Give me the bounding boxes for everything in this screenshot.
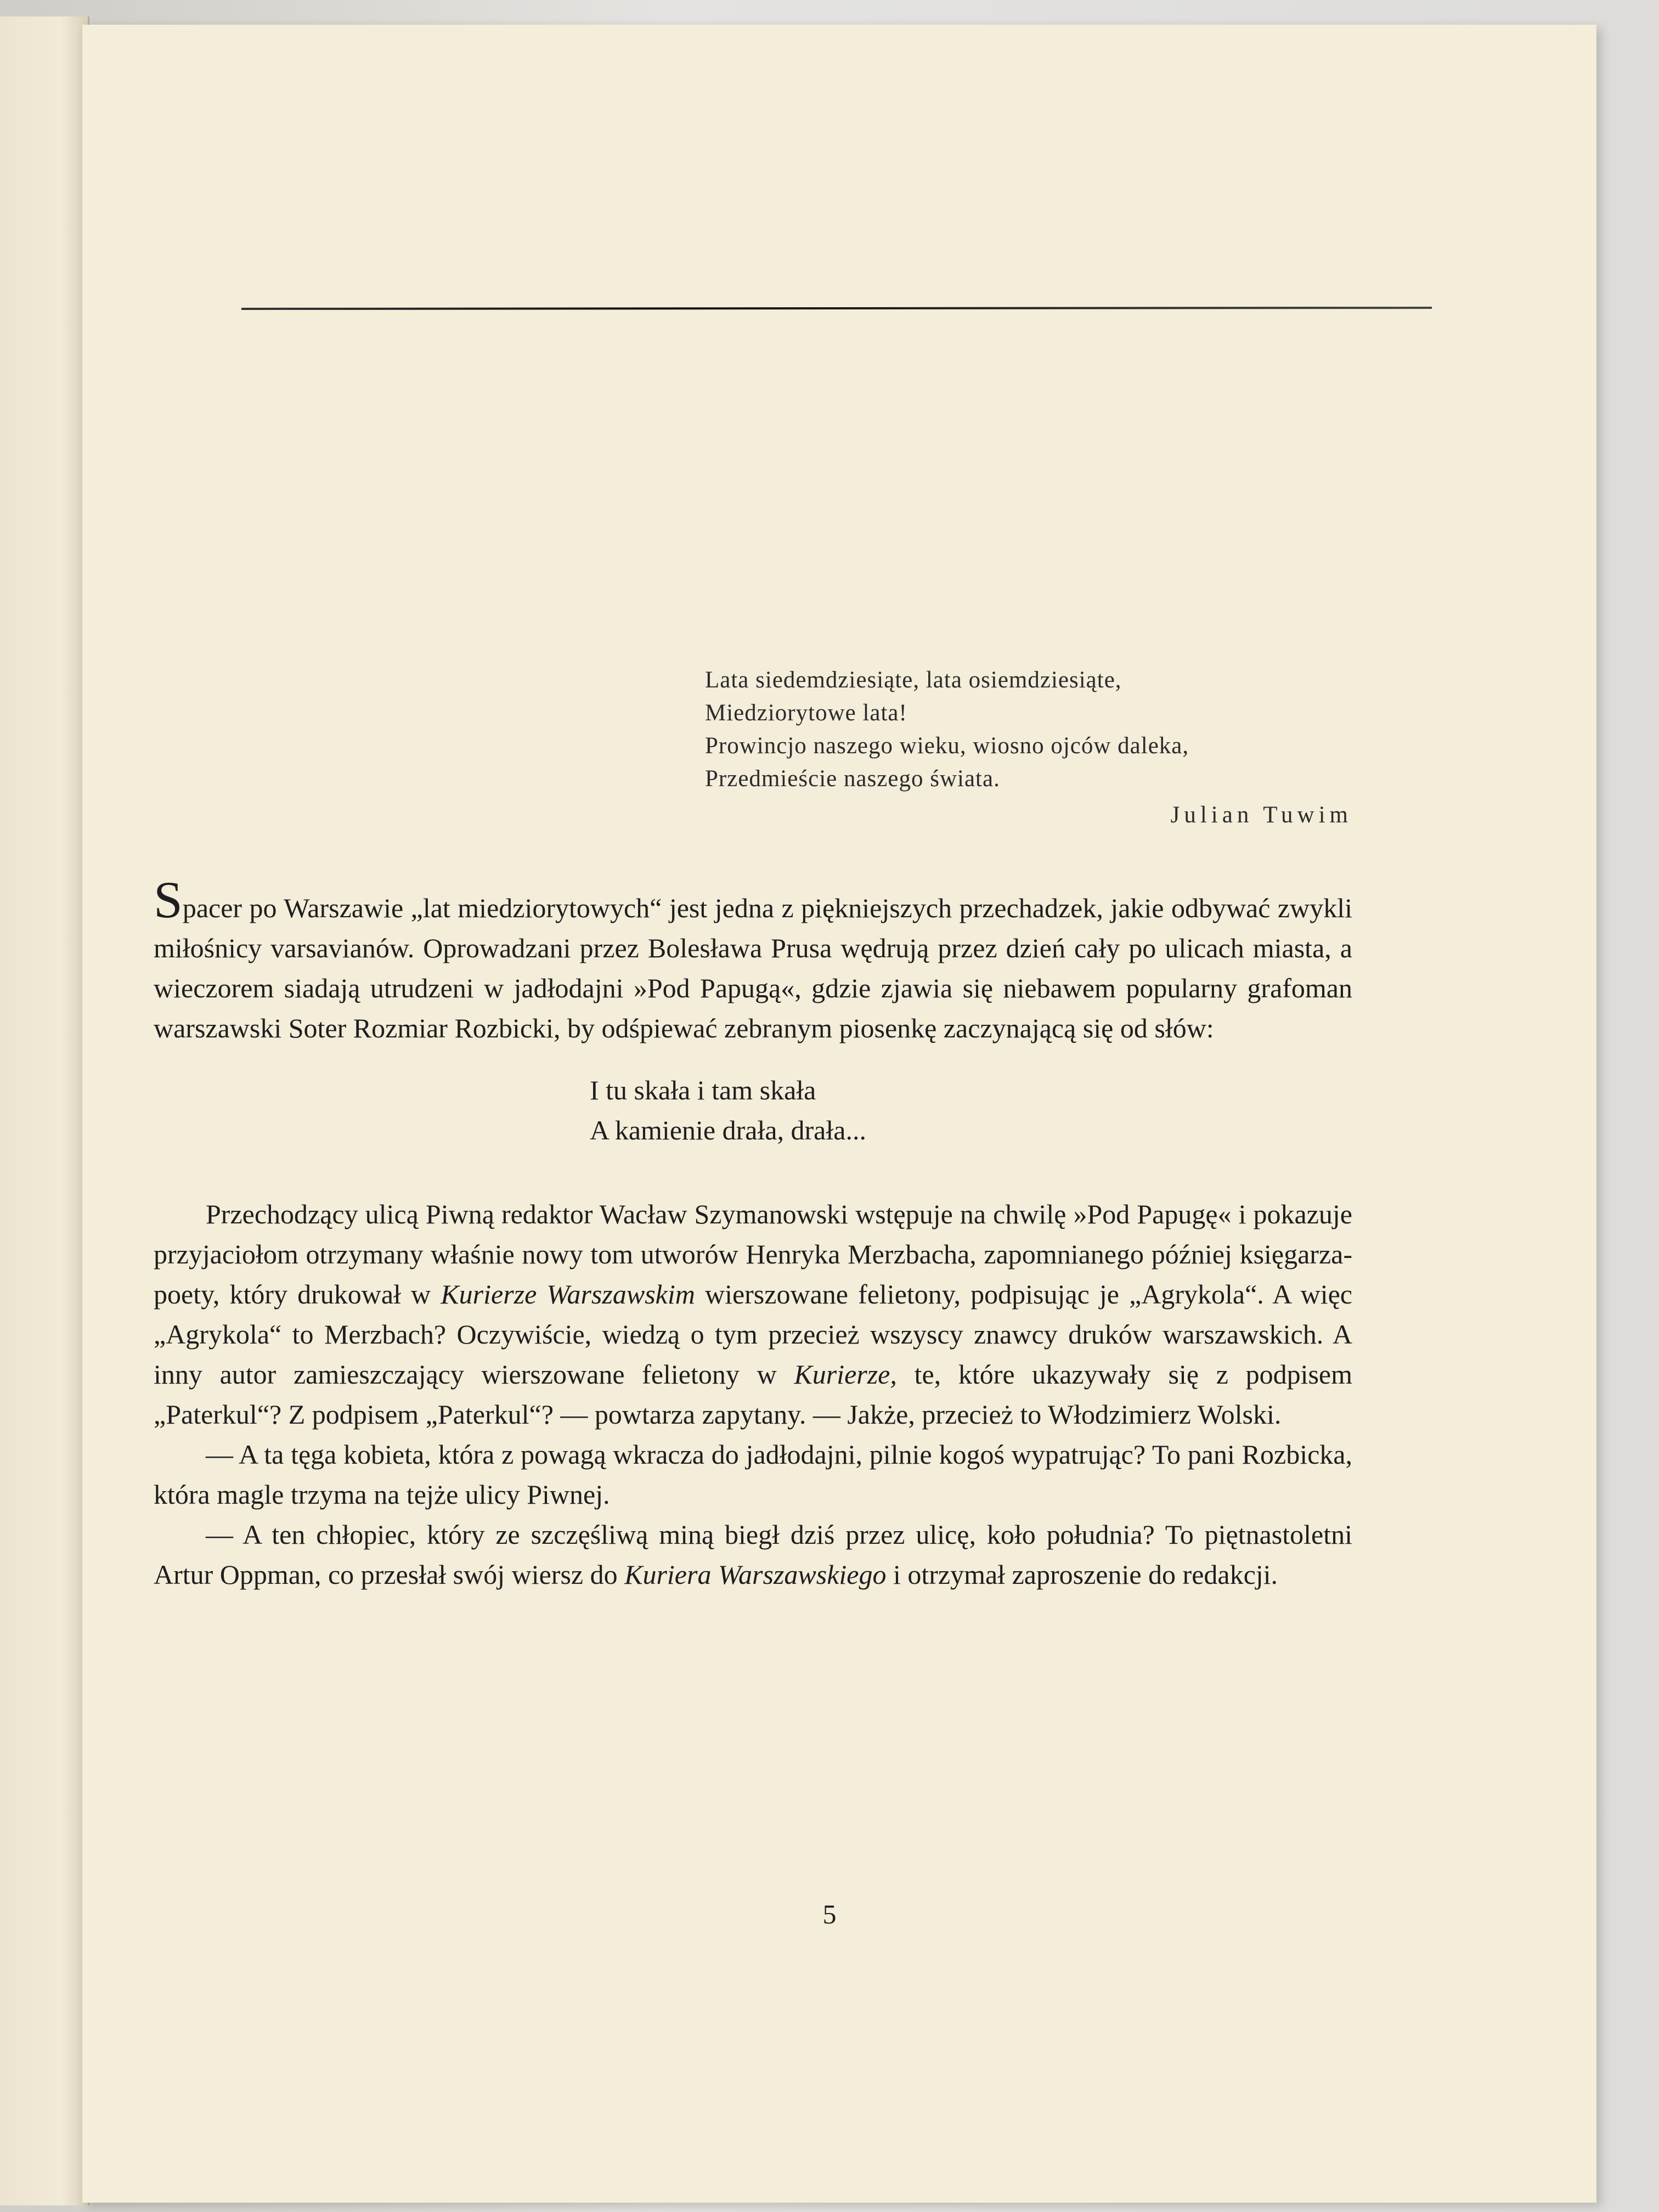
verse-quote (154, 1070, 1352, 1150)
paragraph-4 (154, 1515, 1352, 1595)
epigraph-author: Julian Tuwim (1170, 802, 1352, 828)
verse-line: I tu skała i tam skała (590, 1075, 816, 1105)
body-text (154, 871, 1353, 1595)
italic-title: Kurierze, (794, 1359, 897, 1390)
verse-line: A kamienie drała, drała... (590, 1115, 866, 1146)
paragraph-2-text: wierszowane felietony, podpisując je „Agrykola“. A więc „Agrykola“ to Merzbach? Oczywiście, wiedzą o tym przecież wszyscy znawcy druków warszawskich. A inny autor zamieszczający wierszowane felietony w (154, 1279, 1353, 1390)
italic-title: Kurierze Warszawskim (441, 1279, 695, 1310)
paragraph-2-text: te, które ukazywały się z podpisem „Paterkul“? Z podpisem „Paterkul“? — powtarza zapytany. — Jakże, przecież to Włodzimierz Wolski. (154, 1359, 1353, 1430)
page-number: 5 (822, 1899, 837, 1929)
paragraph-4-text: — A ten chłopiec, który ze szczęśliwą miną biegł dziś przez ulicę, koło południa? To piętnastoletni Artur Oppman, co przesłał swój wiersz do (154, 1519, 1352, 1590)
paragraph-3: — A ta tęga kobieta, która z powagą wkracza do jadłodajni, pilnie kogoś wypatrując? To pani Rozbicka, która magle trzyma na tejże ulicy Piwnej. (154, 1439, 1352, 1510)
paragraph-4-text: i otrzymał zaproszenie do redakcji. (893, 1559, 1278, 1590)
italic-title: Kuriera Warszawskiego (624, 1559, 887, 1590)
paragraph-2 (154, 1194, 1352, 1435)
epigraph-line: Prowincjo naszego wieku, wiosno ojców daleka, (705, 733, 1189, 759)
epigraph-line: Lata siedemdziesiąte, lata osiemdziesiąte, (705, 667, 1122, 693)
epigraph-line: Przedmieście naszego świata. (705, 766, 1000, 792)
paragraph-1-text: pacer po Warszawie „lat miedziorytowych“ jest jedna z piękniejszych przechadzek, jakie odbywać zwykli miłośnicy varsavianów. Oprowadzani przez Bolesława Prusa wędrują przez dzień cały po ulicach miasta, a wieczorem siadają utrudzeni w jadłodajni »Pod Papugą«, gdzie zjawia się niebawem popularny grafoman warszawski Soter Rozmiar Rozbicki, by odśpiewać zebranym piosenkę zaczynającą się od słów: (154, 893, 1352, 1043)
epigraph (705, 664, 1352, 832)
drop-cap: S (154, 871, 183, 929)
epigraph-line: Miedziorytowe lata! (705, 700, 907, 726)
previous-page-edge (0, 16, 89, 2205)
decorative-rule (241, 306, 1432, 311)
paragraph-1 (154, 871, 1352, 1048)
paragraph-2-text: Przechodzący ulicą Piwną redaktor Wacław Szymanowski wstępuje na chwilę »Pod Papugę« i pokazuje przyjaciołom otrzymany właśnie nowy tom utworów Henryka Merzbacha, zapomnianego później księgarza-poety, który drukował w (154, 1199, 1352, 1310)
